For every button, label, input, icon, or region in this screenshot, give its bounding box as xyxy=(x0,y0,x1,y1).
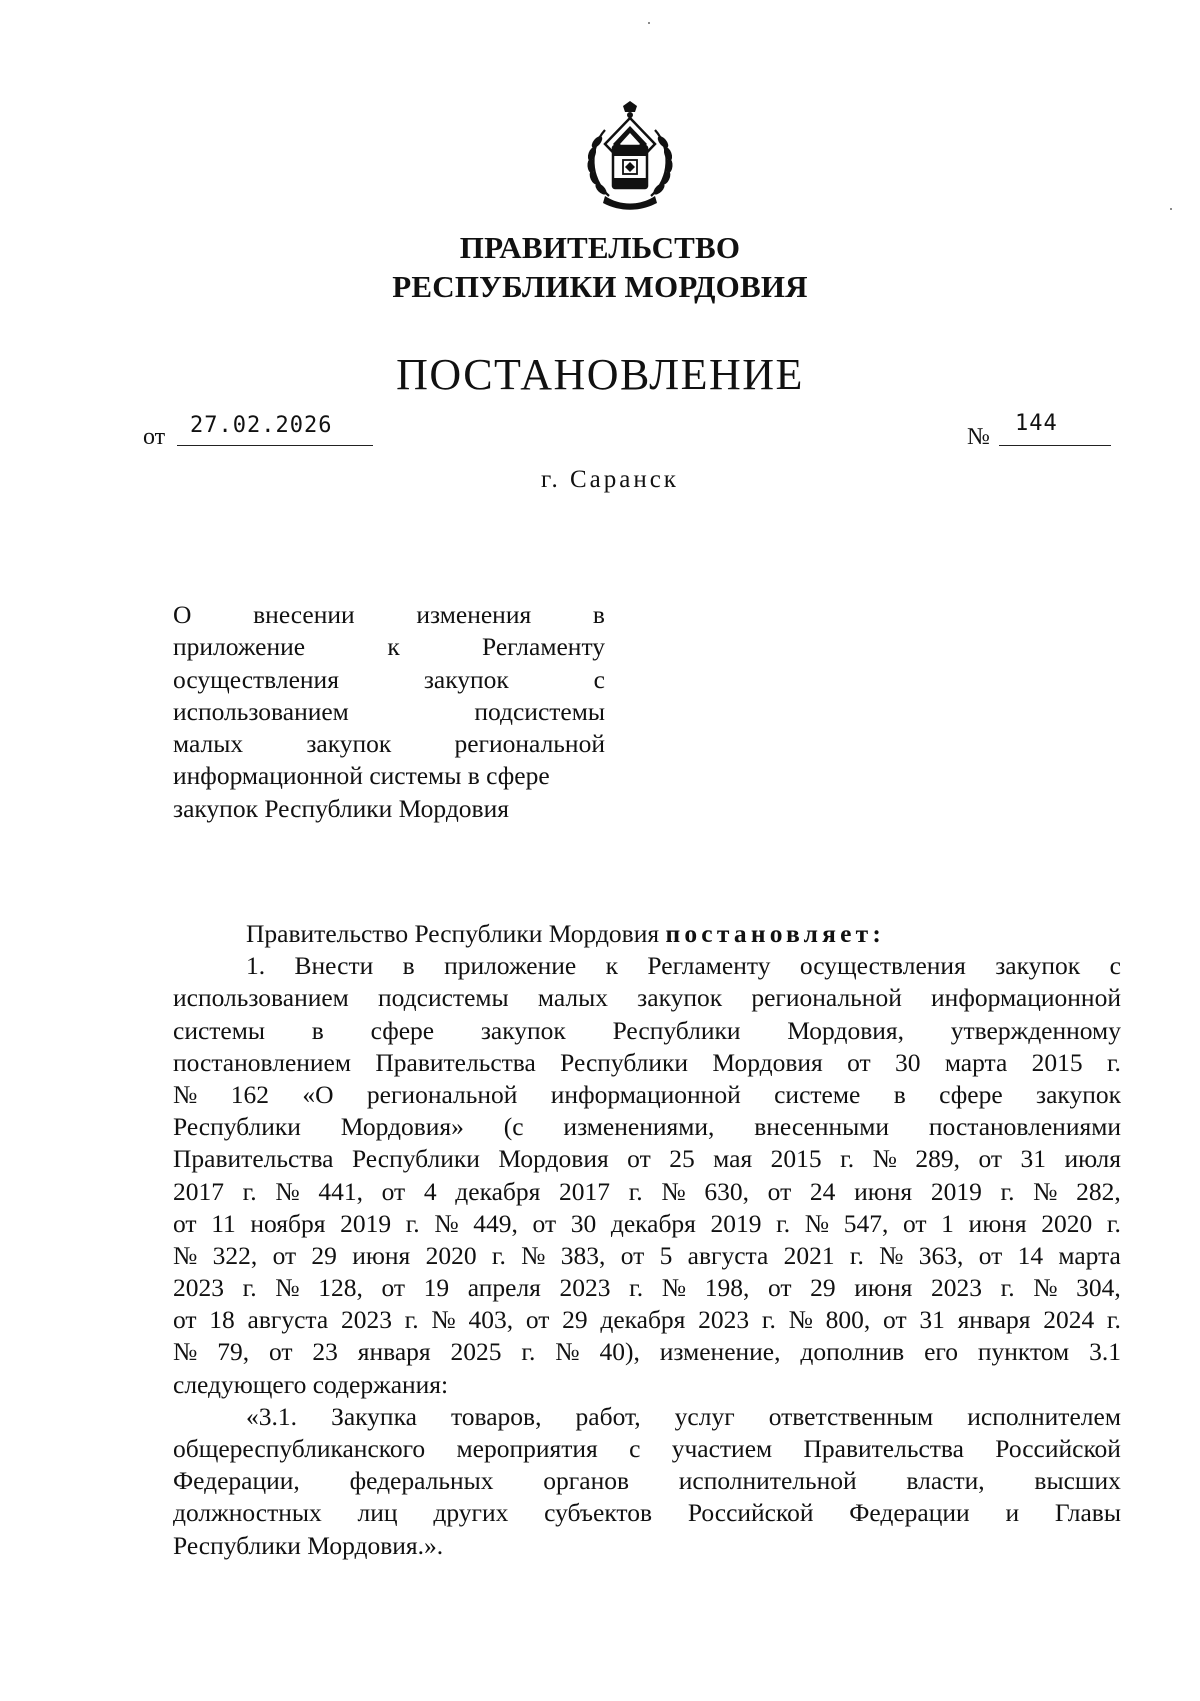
body-word: № xyxy=(275,1273,300,1303)
body-word: от xyxy=(173,1305,197,1335)
body-word: г. xyxy=(242,1273,257,1303)
body-word: 198, xyxy=(704,1273,750,1303)
body-line xyxy=(173,1015,1121,1047)
body-word: закупок xyxy=(1036,1079,1121,1109)
body-word: июня xyxy=(968,1208,1027,1238)
body-word: Правительства xyxy=(803,1434,964,1463)
body-word: внесенными xyxy=(754,1112,890,1142)
subject-word: малых xyxy=(173,729,244,759)
body-word: Мордовия» xyxy=(340,1112,464,1142)
body-word: 2019 xyxy=(340,1208,392,1238)
body-word: 2017 xyxy=(559,1176,611,1206)
body-line xyxy=(173,1497,1121,1529)
city-label: г. Саранск xyxy=(541,466,679,493)
body-word: осуществления xyxy=(799,951,966,981)
body-word: 29 xyxy=(562,1305,588,1335)
body-line xyxy=(173,1143,1121,1175)
body-word: Мордовия xyxy=(498,1144,609,1174)
document-body xyxy=(173,918,1121,1562)
body-word: августа xyxy=(687,1240,769,1270)
body-word: № xyxy=(431,1305,456,1335)
body-word: мероприятия xyxy=(456,1434,598,1463)
body-word: г. xyxy=(491,1240,506,1270)
body-word: лиц xyxy=(357,1498,398,1528)
subject-word: приложение xyxy=(173,632,306,662)
body-word: 2025 xyxy=(450,1337,502,1367)
body-word: Республики xyxy=(351,1144,480,1174)
body-word: г. xyxy=(1106,1047,1121,1077)
subject-line xyxy=(173,728,605,760)
body-word: августа xyxy=(247,1305,329,1335)
body-word: ноября xyxy=(250,1208,326,1238)
number-prefix: № xyxy=(967,424,990,450)
body-word: декабря xyxy=(610,1208,696,1238)
body-word: № xyxy=(1033,1273,1058,1303)
body-word: № xyxy=(275,1176,300,1206)
body-line: Республики Мордовия.». xyxy=(173,1530,444,1560)
body-word: дополнив xyxy=(800,1337,905,1367)
body-word: 2023 xyxy=(698,1305,750,1335)
body-word: г. xyxy=(1000,1273,1015,1303)
body-word: Мордовия, xyxy=(787,1015,904,1045)
body-word: 304, xyxy=(1076,1273,1121,1303)
body-word: 2020 xyxy=(425,1240,477,1270)
body-word: 2023 xyxy=(340,1305,392,1335)
body-word: региональной xyxy=(366,1079,518,1109)
body-word: января xyxy=(957,1305,1031,1335)
body-word: г. xyxy=(521,1337,536,1367)
body-word: закупок xyxy=(480,1015,566,1045)
body-word: 40), xyxy=(599,1337,640,1367)
body-word: 630, xyxy=(704,1176,749,1206)
body-word: услуг xyxy=(674,1401,735,1431)
body-word: г. xyxy=(405,1208,420,1238)
body-line xyxy=(173,982,1121,1014)
body-word: № xyxy=(521,1240,546,1270)
body-line: следующего содержания: xyxy=(173,1369,449,1399)
body-word: Внести xyxy=(294,951,374,981)
body-word: 2019 xyxy=(710,1208,762,1238)
document-type-heading: ПОСТАНОВЛЕНИЕ xyxy=(396,350,804,399)
subject-word: подсистемы xyxy=(474,696,605,726)
body-word: от xyxy=(525,1305,550,1335)
body-word: 18 xyxy=(209,1305,235,1335)
body-word: информационной xyxy=(550,1079,741,1109)
body-word: Правительства xyxy=(173,1144,334,1174)
body-word: 31 xyxy=(1020,1144,1046,1174)
body-word: Республики xyxy=(173,1112,301,1142)
resolves-emphasis: постановляет: xyxy=(665,919,886,948)
body-word: мая xyxy=(713,1144,753,1174)
body-word: Республики xyxy=(612,1015,741,1045)
body-word: 1 xyxy=(941,1208,954,1238)
body-word: № xyxy=(788,1305,813,1335)
body-word: ответственным xyxy=(768,1401,934,1431)
subject-word: изменения xyxy=(416,600,532,629)
body-word: декабря xyxy=(455,1176,541,1206)
body-word: № xyxy=(173,1240,198,1270)
body-word: Республики xyxy=(560,1047,689,1077)
body-word: от xyxy=(767,1273,792,1303)
body-word: г. xyxy=(776,1208,791,1238)
body-word: от xyxy=(532,1208,557,1238)
subject-line xyxy=(173,793,605,825)
subject-line xyxy=(173,664,605,696)
body-word: 3.1 xyxy=(1089,1337,1121,1367)
body-word: «3.1. xyxy=(246,1401,297,1431)
intro-text: Правительство Республики Мордовия xyxy=(246,919,666,948)
body-word: его xyxy=(924,1337,958,1367)
body-word: 23 xyxy=(312,1337,338,1367)
body-word: от xyxy=(978,1144,1003,1174)
body-line xyxy=(173,1208,1121,1240)
body-word: Федерации xyxy=(849,1498,970,1528)
body-word: 363, xyxy=(918,1240,964,1270)
subject-line xyxy=(173,760,605,792)
body-word: 19 xyxy=(423,1273,450,1303)
body-word: к xyxy=(605,951,619,981)
body-word: от xyxy=(268,1337,293,1367)
body-word: работ, xyxy=(575,1401,641,1431)
subject-word: закупок xyxy=(423,664,509,694)
subject-word: О xyxy=(173,600,192,629)
body-word: исполнительной xyxy=(678,1466,857,1496)
body-word: 4 xyxy=(423,1176,437,1206)
body-word: № xyxy=(879,1240,904,1270)
body-word: 2023 xyxy=(930,1273,982,1303)
body-word: 2024 xyxy=(1043,1305,1095,1335)
body-word: Российской xyxy=(995,1434,1121,1463)
body-word: № xyxy=(661,1176,686,1206)
body-word: изменениями, xyxy=(563,1112,715,1142)
body-word: власти, xyxy=(906,1466,985,1496)
body-word: товаров, xyxy=(450,1401,542,1431)
body-word: федеральных xyxy=(349,1466,494,1496)
coat-of-arms-emblem-icon xyxy=(575,100,685,212)
body-word: пунктом xyxy=(977,1337,1070,1367)
body-word: от xyxy=(883,1305,907,1335)
body-word: Мордовия xyxy=(712,1047,823,1077)
body-word: общереспубликанского xyxy=(173,1434,426,1463)
body-word: г. xyxy=(840,1144,855,1174)
body-word: г. xyxy=(628,1176,643,1206)
organization-title-line1: ПРАВИТЕЛЬСТВО xyxy=(459,230,741,265)
body-word: сфере xyxy=(939,1079,1003,1109)
body-word: от xyxy=(767,1176,792,1206)
body-word: с xyxy=(629,1434,641,1463)
body-word: Правительства xyxy=(375,1047,536,1077)
body-line xyxy=(173,1079,1121,1111)
subject-line xyxy=(173,599,605,631)
body-word: и xyxy=(1005,1498,1020,1528)
body-word: 2021 xyxy=(783,1240,835,1270)
body-word: других xyxy=(433,1498,509,1528)
body-word: июня xyxy=(854,1273,913,1303)
body-word: в xyxy=(893,1079,906,1109)
body-word: закупок xyxy=(995,951,1081,981)
subject-word: внесении xyxy=(253,600,355,629)
body-word: 2019 xyxy=(930,1176,982,1206)
body-word: № xyxy=(555,1337,580,1367)
body-word: 2015 xyxy=(1031,1047,1083,1077)
body-word: 449, xyxy=(473,1208,518,1238)
body-line xyxy=(173,1272,1121,1304)
body-word: от xyxy=(272,1240,297,1270)
body-word: исполнителем xyxy=(967,1401,1121,1431)
body-line xyxy=(173,1401,1121,1433)
body-word: 25 xyxy=(669,1144,695,1174)
body-word: марта xyxy=(944,1047,1008,1077)
body-word: июня xyxy=(854,1176,913,1206)
body-word: от xyxy=(173,1208,197,1238)
subject-line xyxy=(173,696,605,728)
body-word: закупок xyxy=(637,983,723,1013)
body-word: 14 xyxy=(1017,1240,1044,1270)
body-word: № xyxy=(173,1337,198,1367)
body-word: 5 xyxy=(659,1240,673,1270)
body-word: г. xyxy=(1106,1208,1121,1238)
body-line xyxy=(173,950,1121,982)
body-word: 31 xyxy=(919,1305,945,1335)
body-line xyxy=(173,1465,1121,1497)
body-word: 30 xyxy=(894,1047,921,1077)
body-word: июня xyxy=(352,1240,411,1270)
subject-word: закупок Республики Мордовия xyxy=(173,793,509,823)
body-word: 29 xyxy=(810,1273,836,1303)
subject-word: в xyxy=(592,600,605,629)
body-word: использованием xyxy=(173,983,349,1013)
body-word: постановлением xyxy=(173,1047,352,1077)
body-word: № xyxy=(1033,1176,1058,1206)
body-word: от xyxy=(978,1240,1003,1270)
subject-word: использованием xyxy=(173,696,349,726)
body-line xyxy=(173,1176,1121,1208)
body-word: 289, xyxy=(915,1144,960,1174)
body-word: системе xyxy=(774,1079,861,1109)
body-word: июля xyxy=(1064,1144,1121,1174)
body-word: (с xyxy=(503,1112,524,1142)
body-word: должностных xyxy=(173,1498,322,1528)
document-subject xyxy=(173,599,605,825)
body-line xyxy=(173,1047,1121,1079)
body-word: информационной xyxy=(931,983,1121,1013)
subject-word: закупок xyxy=(306,729,392,759)
scan-speck xyxy=(1170,208,1172,210)
body-word: 547, xyxy=(843,1208,889,1238)
body-word: г. xyxy=(404,1305,419,1335)
body-word: г. xyxy=(1106,1305,1121,1335)
body-word: от xyxy=(381,1273,405,1303)
body-word: г. xyxy=(849,1240,864,1270)
document-number: 144 xyxy=(1015,411,1058,436)
subject-line xyxy=(173,631,605,663)
body-line xyxy=(173,1111,1121,1143)
body-word: постановлениями xyxy=(928,1112,1121,1142)
body-word: субъектов xyxy=(544,1498,653,1528)
body-word: системы xyxy=(173,1015,266,1045)
body-word: 2020 xyxy=(1041,1208,1093,1238)
body-word: г. xyxy=(1000,1176,1015,1206)
date-prefix: от xyxy=(143,424,166,450)
body-word: № xyxy=(173,1079,198,1109)
body-word: 322, xyxy=(212,1240,258,1270)
body-word: 11 xyxy=(211,1208,236,1238)
body-word: Федерации, xyxy=(173,1466,300,1496)
body-word: Регламенту xyxy=(647,951,771,981)
body-line xyxy=(173,1304,1121,1336)
body-word: 162 xyxy=(230,1079,269,1109)
body-word: г. xyxy=(242,1176,257,1206)
body-word: региональной xyxy=(751,983,902,1013)
body-word: января xyxy=(357,1337,431,1367)
subject-word: Регламенту xyxy=(481,632,605,662)
body-word: 2023 xyxy=(173,1273,224,1303)
body-word: марта xyxy=(1058,1240,1121,1270)
body-word: 2015 xyxy=(770,1144,822,1174)
body-word: Российской xyxy=(687,1498,814,1528)
body-word: «О xyxy=(302,1079,334,1109)
body-line xyxy=(173,1433,1121,1465)
body-word: 441, xyxy=(318,1176,363,1206)
body-word: изменение, xyxy=(659,1337,781,1367)
body-word: малых xyxy=(537,983,608,1013)
body-word: 2023 xyxy=(559,1273,611,1303)
body-word: № xyxy=(872,1144,897,1174)
body-word: Закупка xyxy=(331,1401,417,1431)
body-word: Главы xyxy=(1054,1498,1121,1528)
subject-word: с xyxy=(593,664,605,694)
body-word: 383, xyxy=(560,1240,606,1270)
body-word: г. xyxy=(761,1305,776,1335)
body-word: 403, xyxy=(468,1305,514,1335)
body-word: № xyxy=(804,1208,830,1238)
body-line xyxy=(173,1240,1121,1272)
body-word: подсистемы xyxy=(378,983,509,1013)
body-word: сфере xyxy=(370,1015,435,1045)
subject-word: осуществления xyxy=(173,664,339,694)
body-word: от xyxy=(847,1047,871,1077)
body-word: № xyxy=(434,1208,459,1238)
body-word: от xyxy=(381,1176,406,1206)
body-word: 800, xyxy=(825,1305,871,1335)
paragraph-1 xyxy=(173,950,1121,1401)
body-word: высших xyxy=(1034,1466,1121,1496)
body-word: № xyxy=(661,1273,687,1303)
intro-line xyxy=(173,918,1121,950)
body-word: 24 xyxy=(809,1176,836,1206)
body-word: 282, xyxy=(1076,1176,1121,1206)
document-date: 27.02.2026 xyxy=(190,413,333,438)
body-word: 2017 xyxy=(173,1176,224,1206)
body-word: 128, xyxy=(318,1273,363,1303)
body-word: в xyxy=(311,1015,324,1045)
subject-word: к xyxy=(387,632,400,662)
body-word: органов xyxy=(543,1466,630,1496)
organization-title-line2: РЕСПУБЛИКИ МОРДОВИЯ xyxy=(392,269,808,304)
body-word: участием xyxy=(671,1434,773,1463)
subject-word: информационной системы в сфере xyxy=(173,761,550,791)
body-word: 79, xyxy=(217,1337,250,1367)
scan-speck xyxy=(648,22,650,24)
body-word: от xyxy=(627,1144,651,1174)
body-word: г. xyxy=(629,1273,644,1303)
body-word: с xyxy=(1109,951,1121,981)
body-word: от xyxy=(902,1208,927,1238)
body-word: апреля xyxy=(467,1273,541,1303)
body-word: в xyxy=(402,951,415,981)
subject-word: региональной xyxy=(454,729,605,759)
body-word: 1. xyxy=(246,951,266,981)
body-line xyxy=(173,1336,1121,1368)
body-word: утвержденному xyxy=(950,1015,1121,1045)
body-word: декабря xyxy=(600,1305,686,1335)
body-word: 30 xyxy=(570,1208,597,1238)
body-word: 29 xyxy=(311,1240,337,1270)
paragraph-2 xyxy=(173,1401,1121,1562)
body-word: приложение xyxy=(444,951,577,981)
body-word: от xyxy=(620,1240,645,1270)
